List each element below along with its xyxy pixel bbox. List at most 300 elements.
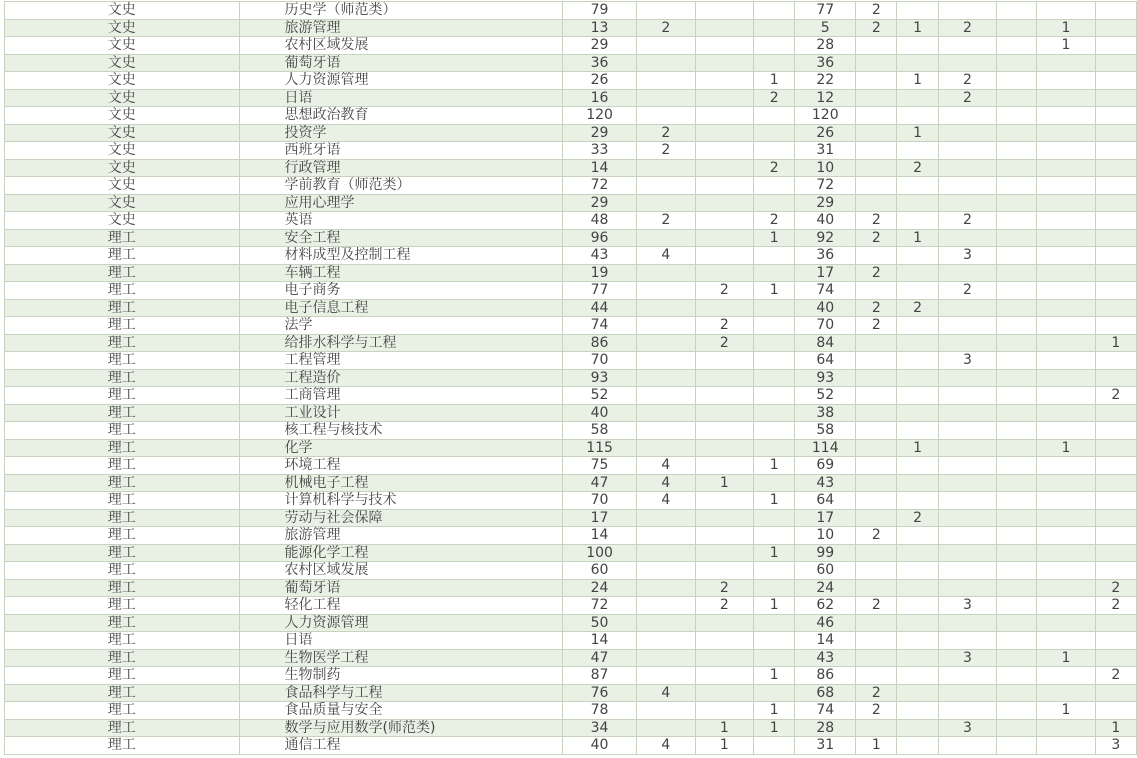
cell-total: 76: [563, 684, 637, 702]
cell-col-f: [897, 667, 938, 685]
cell-col-c: 1: [754, 72, 795, 90]
cell-col-i: [1037, 142, 1096, 160]
cell-col-e: 2: [856, 212, 897, 230]
cell-col-e: [856, 562, 897, 580]
cell-col-i: [1037, 562, 1096, 580]
cell-col-d: 40: [795, 212, 856, 230]
cell-col-a: [637, 632, 696, 650]
cell-col-h: [997, 317, 1037, 335]
cell-col-b: [695, 299, 754, 317]
cell-col-c: 1: [754, 702, 795, 720]
cell-total: 33: [563, 142, 637, 160]
cell-col-a: [637, 667, 696, 685]
cell-major: 旅游管理: [239, 527, 563, 545]
cell-major: 工程造价: [239, 369, 563, 387]
cell-col-h: [997, 579, 1037, 597]
cell-col-e: [856, 649, 897, 667]
cell-col-f: [897, 719, 938, 737]
cell-col-b: [695, 212, 754, 230]
cell-col-g: 3: [938, 597, 997, 615]
cell-col-i: [1037, 107, 1096, 125]
cell-total: 24: [563, 579, 637, 597]
cell-col-g: 3: [938, 247, 997, 265]
cell-col-h: [997, 72, 1037, 90]
cell-col-d: 93: [795, 369, 856, 387]
table-row: [5, 177, 1137, 195]
cell-col-b: [695, 37, 754, 55]
cell-col-h: [997, 737, 1037, 755]
table-row: [5, 702, 1137, 720]
table-body: [5, 2, 1137, 755]
cell-col-c: [754, 107, 795, 125]
cell-col-d: 10: [795, 527, 856, 545]
cell-col-d: 92: [795, 229, 856, 247]
cell-col-b: [695, 107, 754, 125]
cell-col-c: [754, 737, 795, 755]
table-row: [5, 404, 1137, 422]
cell-col-a: [637, 719, 696, 737]
cell-col-a: 4: [637, 684, 696, 702]
cell-col-b: [695, 194, 754, 212]
cell-col-a: [637, 194, 696, 212]
cell-col-i: [1037, 212, 1096, 230]
cell-col-b: 2: [695, 317, 754, 335]
cell-col-c: [754, 247, 795, 265]
table-row: [5, 54, 1137, 72]
table-row: [5, 37, 1137, 55]
cell-total: 43: [563, 247, 637, 265]
cell-col-c: 1: [754, 492, 795, 510]
table-row: [5, 229, 1137, 247]
cell-col-f: [897, 317, 938, 335]
cell-col-i: [1037, 632, 1096, 650]
cell-category: 理工: [5, 264, 240, 282]
cell-col-a: [637, 107, 696, 125]
cell-col-e: [856, 72, 897, 90]
cell-col-d: 10: [795, 159, 856, 177]
cell-col-b: [695, 142, 754, 160]
cell-col-a: [637, 282, 696, 300]
cell-col-a: [637, 159, 696, 177]
cell-col-i: 1: [1037, 37, 1096, 55]
cell-col-e: [856, 579, 897, 597]
cell-col-a: 2: [637, 19, 696, 37]
cell-major: 英语: [239, 212, 563, 230]
cell-col-h: [997, 492, 1037, 510]
cell-col-j: 1: [1095, 719, 1136, 737]
cell-col-c: [754, 194, 795, 212]
cell-col-g: [938, 737, 997, 755]
cell-col-g: [938, 299, 997, 317]
cell-col-j: [1095, 247, 1136, 265]
cell-col-f: [897, 194, 938, 212]
cell-col-a: 2: [637, 142, 696, 160]
cell-category: 理工: [5, 509, 240, 527]
cell-col-f: 1: [897, 439, 938, 457]
cell-col-g: [938, 124, 997, 142]
cell-col-e: [856, 89, 897, 107]
cell-col-f: [897, 649, 938, 667]
cell-col-e: [856, 247, 897, 265]
cell-col-g: 2: [938, 212, 997, 230]
cell-col-e: 2: [856, 597, 897, 615]
cell-col-h: [997, 509, 1037, 527]
cell-col-b: 2: [695, 579, 754, 597]
cell-col-h: [997, 2, 1037, 20]
cell-col-a: 4: [637, 474, 696, 492]
cell-col-a: [637, 439, 696, 457]
cell-col-d: 31: [795, 737, 856, 755]
cell-col-a: [637, 299, 696, 317]
table-row: [5, 527, 1137, 545]
cell-col-c: [754, 334, 795, 352]
cell-col-a: [637, 264, 696, 282]
cell-major: 工业设计: [239, 404, 563, 422]
cell-col-g: [938, 107, 997, 125]
table-row: [5, 194, 1137, 212]
cell-col-i: [1037, 89, 1096, 107]
cell-col-b: 1: [695, 474, 754, 492]
cell-col-e: [856, 422, 897, 440]
cell-col-e: [856, 614, 897, 632]
cell-major: 农村区域发展: [239, 562, 563, 580]
cell-col-i: [1037, 579, 1096, 597]
cell-col-e: [856, 159, 897, 177]
cell-col-e: [856, 492, 897, 510]
cell-col-f: [897, 387, 938, 405]
table-row: [5, 352, 1137, 370]
cell-total: 86: [563, 334, 637, 352]
cell-col-a: [637, 369, 696, 387]
cell-col-d: 84: [795, 334, 856, 352]
cell-col-h: [997, 37, 1037, 55]
cell-col-j: 2: [1095, 597, 1136, 615]
cell-col-h: [997, 544, 1037, 562]
table-row: [5, 89, 1137, 107]
cell-col-f: [897, 597, 938, 615]
cell-major: 生物医学工程: [239, 649, 563, 667]
cell-col-g: 2: [938, 89, 997, 107]
cell-col-c: [754, 352, 795, 370]
cell-category: 理工: [5, 667, 240, 685]
cell-col-b: [695, 632, 754, 650]
cell-col-b: [695, 667, 754, 685]
cell-col-h: [997, 632, 1037, 650]
cell-col-j: [1095, 492, 1136, 510]
table-row: [5, 107, 1137, 125]
cell-col-c: [754, 579, 795, 597]
cell-category: 理工: [5, 404, 240, 422]
cell-col-h: [997, 229, 1037, 247]
cell-col-d: 17: [795, 509, 856, 527]
cell-col-j: 3: [1095, 737, 1136, 755]
cell-col-b: [695, 54, 754, 72]
cell-col-d: 114: [795, 439, 856, 457]
cell-col-g: [938, 544, 997, 562]
cell-category: 文史: [5, 212, 240, 230]
cell-col-e: [856, 404, 897, 422]
cell-category: 文史: [5, 37, 240, 55]
cell-col-h: [997, 177, 1037, 195]
cell-col-c: [754, 474, 795, 492]
cell-col-g: [938, 2, 997, 20]
cell-total: 14: [563, 159, 637, 177]
cell-col-c: 1: [754, 719, 795, 737]
cell-col-c: 2: [754, 159, 795, 177]
cell-col-i: [1037, 737, 1096, 755]
cell-col-g: [938, 37, 997, 55]
table-row: [5, 369, 1137, 387]
cell-col-i: [1037, 684, 1096, 702]
cell-col-i: [1037, 614, 1096, 632]
cell-col-d: 64: [795, 492, 856, 510]
cell-col-g: [938, 509, 997, 527]
cell-col-e: 2: [856, 264, 897, 282]
cell-col-h: [997, 107, 1037, 125]
cell-col-h: [997, 19, 1037, 37]
cell-col-b: [695, 457, 754, 475]
cell-col-f: [897, 579, 938, 597]
cell-col-i: [1037, 387, 1096, 405]
cell-col-a: [637, 352, 696, 370]
cell-col-b: [695, 369, 754, 387]
cell-col-j: [1095, 352, 1136, 370]
cell-category: 理工: [5, 579, 240, 597]
cell-col-g: [938, 667, 997, 685]
cell-total: 75: [563, 457, 637, 475]
cell-total: 26: [563, 72, 637, 90]
table-row: [5, 597, 1137, 615]
cell-col-e: 2: [856, 527, 897, 545]
cell-col-d: 46: [795, 614, 856, 632]
cell-col-g: 3: [938, 352, 997, 370]
cell-col-h: [997, 54, 1037, 72]
cell-category: 理工: [5, 247, 240, 265]
cell-category: 理工: [5, 352, 240, 370]
cell-col-f: [897, 702, 938, 720]
cell-col-h: [997, 89, 1037, 107]
cell-category: 理工: [5, 702, 240, 720]
cell-col-h: [997, 369, 1037, 387]
cell-col-b: 1: [695, 737, 754, 755]
cell-major: 葡萄牙语: [239, 579, 563, 597]
cell-col-f: [897, 107, 938, 125]
table-row: [5, 387, 1137, 405]
cell-col-b: 2: [695, 597, 754, 615]
cell-category: 文史: [5, 142, 240, 160]
cell-col-a: 4: [637, 457, 696, 475]
cell-major: 机械电子工程: [239, 474, 563, 492]
cell-col-f: [897, 282, 938, 300]
cell-total: 40: [563, 737, 637, 755]
cell-total: 14: [563, 632, 637, 650]
cell-col-i: [1037, 369, 1096, 387]
cell-col-c: [754, 562, 795, 580]
cell-col-j: [1095, 457, 1136, 475]
table-row: [5, 579, 1137, 597]
cell-col-h: [997, 474, 1037, 492]
cell-col-c: [754, 37, 795, 55]
table-row: [5, 719, 1137, 737]
cell-major: 思想政治教育: [239, 107, 563, 125]
cell-col-g: [938, 264, 997, 282]
cell-category: 理工: [5, 649, 240, 667]
cell-col-f: [897, 544, 938, 562]
table-row: [5, 544, 1137, 562]
cell-col-h: [997, 649, 1037, 667]
table-row: [5, 457, 1137, 475]
cell-col-c: [754, 369, 795, 387]
cell-col-e: [856, 509, 897, 527]
cell-major: 旅游管理: [239, 19, 563, 37]
cell-col-g: 2: [938, 282, 997, 300]
cell-col-j: [1095, 527, 1136, 545]
cell-col-c: [754, 124, 795, 142]
cell-major: 核工程与核技术: [239, 422, 563, 440]
table-row: [5, 562, 1137, 580]
table-row: [5, 632, 1137, 650]
cell-col-d: 69: [795, 457, 856, 475]
cell-col-e: [856, 124, 897, 142]
cell-total: 74: [563, 317, 637, 335]
cell-col-f: [897, 684, 938, 702]
cell-major: 行政管理: [239, 159, 563, 177]
cell-col-a: [637, 579, 696, 597]
cell-col-b: [695, 404, 754, 422]
cell-col-j: [1095, 684, 1136, 702]
cell-col-g: [938, 457, 997, 475]
cell-col-h: [997, 404, 1037, 422]
cell-col-d: 40: [795, 299, 856, 317]
cell-col-e: 1: [856, 737, 897, 755]
cell-col-d: 26: [795, 124, 856, 142]
cell-major: 日语: [239, 89, 563, 107]
cell-total: 72: [563, 597, 637, 615]
table-row: [5, 124, 1137, 142]
cell-col-f: [897, 614, 938, 632]
cell-col-e: 2: [856, 299, 897, 317]
cell-col-a: [637, 404, 696, 422]
cell-col-j: 2: [1095, 579, 1136, 597]
cell-col-j: 1: [1095, 334, 1136, 352]
cell-col-i: [1037, 264, 1096, 282]
cell-col-c: 1: [754, 597, 795, 615]
cell-col-e: [856, 387, 897, 405]
cell-col-i: [1037, 457, 1096, 475]
cell-major: 西班牙语: [239, 142, 563, 160]
cell-col-a: [637, 2, 696, 20]
cell-col-g: [938, 632, 997, 650]
cell-category: 文史: [5, 54, 240, 72]
cell-category: 理工: [5, 369, 240, 387]
cell-col-a: [637, 562, 696, 580]
cell-col-d: 58: [795, 422, 856, 440]
cell-col-f: [897, 474, 938, 492]
cell-col-a: [637, 509, 696, 527]
cell-col-j: 2: [1095, 667, 1136, 685]
cell-total: 44: [563, 299, 637, 317]
cell-major: 食品科学与工程: [239, 684, 563, 702]
cell-col-e: 2: [856, 229, 897, 247]
cell-col-h: [997, 282, 1037, 300]
cell-col-c: [754, 527, 795, 545]
cell-col-d: 52: [795, 387, 856, 405]
cell-col-d: 14: [795, 632, 856, 650]
cell-total: 48: [563, 212, 637, 230]
cell-col-h: [997, 142, 1037, 160]
cell-col-f: [897, 37, 938, 55]
cell-col-c: [754, 387, 795, 405]
cell-col-f: [897, 89, 938, 107]
table-row: [5, 667, 1137, 685]
cell-col-g: [938, 159, 997, 177]
cell-total: 52: [563, 387, 637, 405]
cell-col-d: 24: [795, 579, 856, 597]
cell-col-a: 4: [637, 737, 696, 755]
cell-col-b: [695, 439, 754, 457]
cell-total: 115: [563, 439, 637, 457]
cell-col-f: [897, 404, 938, 422]
cell-col-c: [754, 299, 795, 317]
cell-col-f: 2: [897, 509, 938, 527]
cell-col-j: [1095, 159, 1136, 177]
cell-col-h: [997, 194, 1037, 212]
cell-col-b: [695, 702, 754, 720]
cell-col-a: [637, 614, 696, 632]
cell-col-b: [695, 387, 754, 405]
cell-col-f: 1: [897, 72, 938, 90]
cell-col-i: [1037, 719, 1096, 737]
cell-col-j: [1095, 107, 1136, 125]
cell-col-h: [997, 247, 1037, 265]
cell-category: 理工: [5, 719, 240, 737]
cell-col-d: 28: [795, 37, 856, 55]
cell-col-h: [997, 334, 1037, 352]
cell-col-g: 2: [938, 72, 997, 90]
cell-col-e: 2: [856, 317, 897, 335]
cell-col-e: [856, 474, 897, 492]
cell-col-d: 5: [795, 19, 856, 37]
cell-major: 通信工程: [239, 737, 563, 755]
cell-category: 文史: [5, 194, 240, 212]
cell-category: 理工: [5, 474, 240, 492]
cell-category: 文史: [5, 2, 240, 20]
cell-col-c: [754, 509, 795, 527]
cell-col-b: [695, 2, 754, 20]
cell-col-d: 120: [795, 107, 856, 125]
table-row: [5, 422, 1137, 440]
cell-major: 车辆工程: [239, 264, 563, 282]
cell-col-f: [897, 562, 938, 580]
cell-category: 文史: [5, 124, 240, 142]
cell-col-j: [1095, 614, 1136, 632]
cell-col-h: [997, 667, 1037, 685]
cell-col-j: [1095, 229, 1136, 247]
cell-col-e: [856, 369, 897, 387]
cell-col-j: [1095, 264, 1136, 282]
cell-col-j: [1095, 89, 1136, 107]
cell-col-c: [754, 19, 795, 37]
cell-col-b: 2: [695, 282, 754, 300]
cell-col-j: [1095, 19, 1136, 37]
cell-category: 理工: [5, 737, 240, 755]
cell-category: 文史: [5, 72, 240, 90]
cell-col-j: [1095, 562, 1136, 580]
cell-col-c: [754, 2, 795, 20]
cell-col-h: [997, 387, 1037, 405]
cell-category: 理工: [5, 544, 240, 562]
cell-category: 理工: [5, 614, 240, 632]
